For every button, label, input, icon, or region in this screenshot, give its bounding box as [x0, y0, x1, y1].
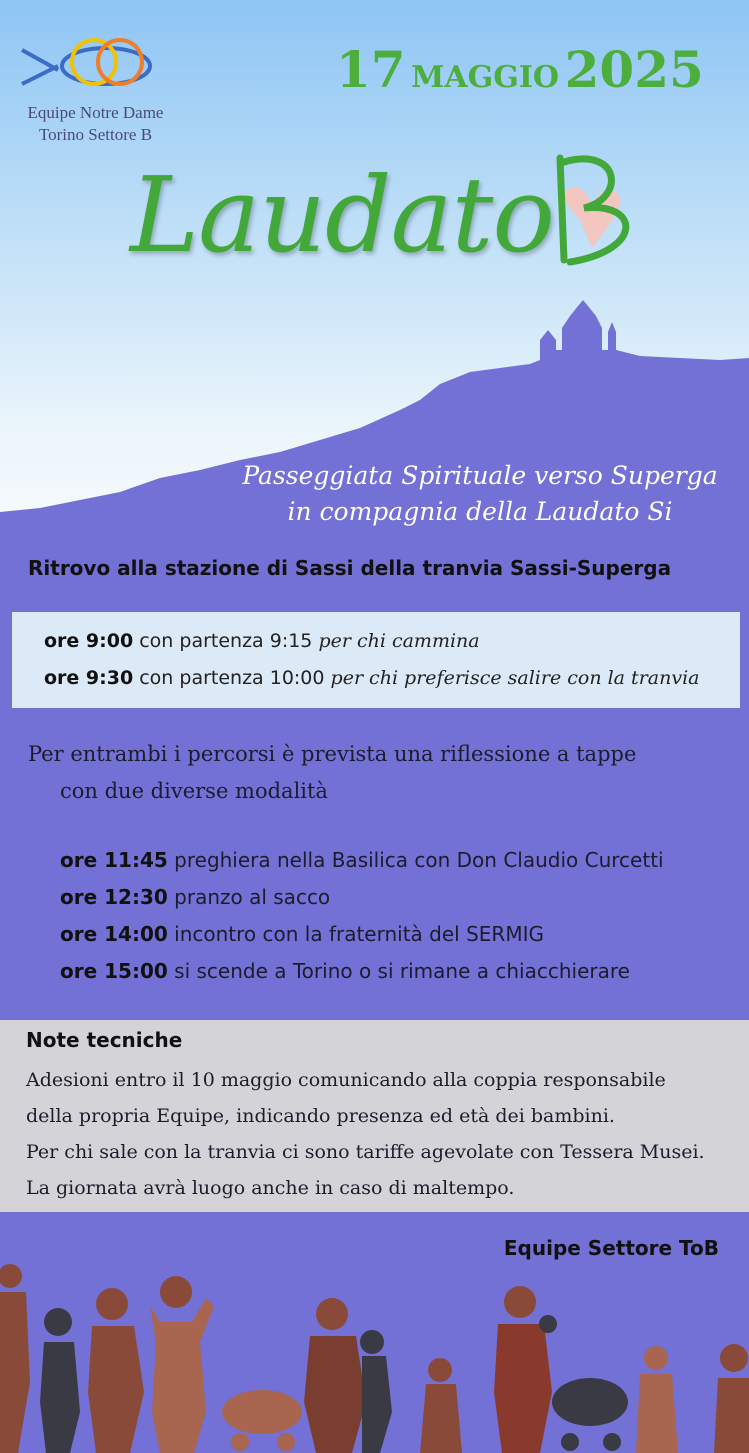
notes-line: Adesioni entro il 10 maggio comunicando alla coppia responsabile — [26, 1069, 666, 1091]
departure-time: ore 9:00 — [44, 630, 134, 652]
people-silhouettes-illustration — [0, 1262, 749, 1453]
technical-notes — [0, 1020, 749, 1212]
event-date — [336, 40, 704, 99]
meeting-point: Ritrovo alla stazione di Sassi della tranvia Sassi-Superga — [28, 556, 672, 580]
departure-text: con partenza 10:00 — [133, 667, 331, 689]
date-month: MAGGIO — [411, 60, 560, 95]
subtitle-line-1: Passeggiata Spirituale verso Superga — [242, 461, 718, 490]
departure-row — [44, 667, 699, 689]
notes-title: Note tecniche — [26, 1028, 183, 1052]
signature: Equipe Settore ToB — [503, 1236, 719, 1260]
departure-note: per chi cammina — [318, 630, 480, 652]
organization-name — [8, 102, 183, 146]
program-time: ore 12:30 — [60, 885, 168, 909]
notes-body — [26, 1062, 705, 1206]
date-day: 17 — [336, 40, 406, 99]
program-time: ore 15:00 — [60, 959, 168, 983]
rings-fish-logo-icon — [18, 28, 168, 98]
program-item — [60, 879, 664, 916]
program-list — [60, 842, 664, 990]
program-item — [60, 916, 664, 953]
program-text: si scende a Torino o si rimane a chiacchierare — [167, 959, 630, 983]
date-year: 2025 — [564, 40, 704, 99]
departure-schedule — [12, 612, 740, 708]
reflection-line-1: Per entrambi i percorsi è prevista una riflessione a tappe — [28, 742, 637, 766]
organization-line-2: Torino Settore B — [38, 125, 153, 144]
departure-row — [44, 630, 480, 652]
b-heart-logo-icon — [540, 150, 650, 280]
departure-text: con partenza 9:15 — [133, 630, 319, 652]
notes-line: Per chi sale con la tranvia ci sono tariffe agevolate con Tessera Musei. — [26, 1141, 705, 1163]
event-title: Laudato — [130, 154, 555, 276]
organization-line-1: Equipe Notre Dame — [27, 103, 164, 122]
reflection-paragraph — [28, 736, 636, 810]
subtitle-line-2: in compagnia della Laudato Si — [287, 497, 673, 526]
notes-line: della propria Equipe, indicando presenza ed età dei bambini. — [26, 1105, 615, 1127]
notes-line: La giornata avrà luogo anche in caso di maltempo. — [26, 1177, 515, 1199]
program-time: ore 11:45 — [60, 848, 168, 872]
program-time: ore 14:00 — [60, 922, 168, 946]
departure-note: per chi preferisce salire con la tranvia — [330, 667, 700, 689]
departure-time: ore 9:30 — [44, 667, 134, 689]
program-item — [60, 842, 664, 879]
event-subtitle — [200, 458, 749, 530]
reflection-line-2: con due diverse modalità — [60, 779, 328, 803]
program-item — [60, 953, 664, 990]
program-text: preghiera nella Basilica con Don Claudio Curcetti — [167, 848, 664, 872]
program-text: incontro con la fraternità del SERMIG — [167, 922, 544, 946]
program-text: pranzo al sacco — [167, 885, 331, 909]
